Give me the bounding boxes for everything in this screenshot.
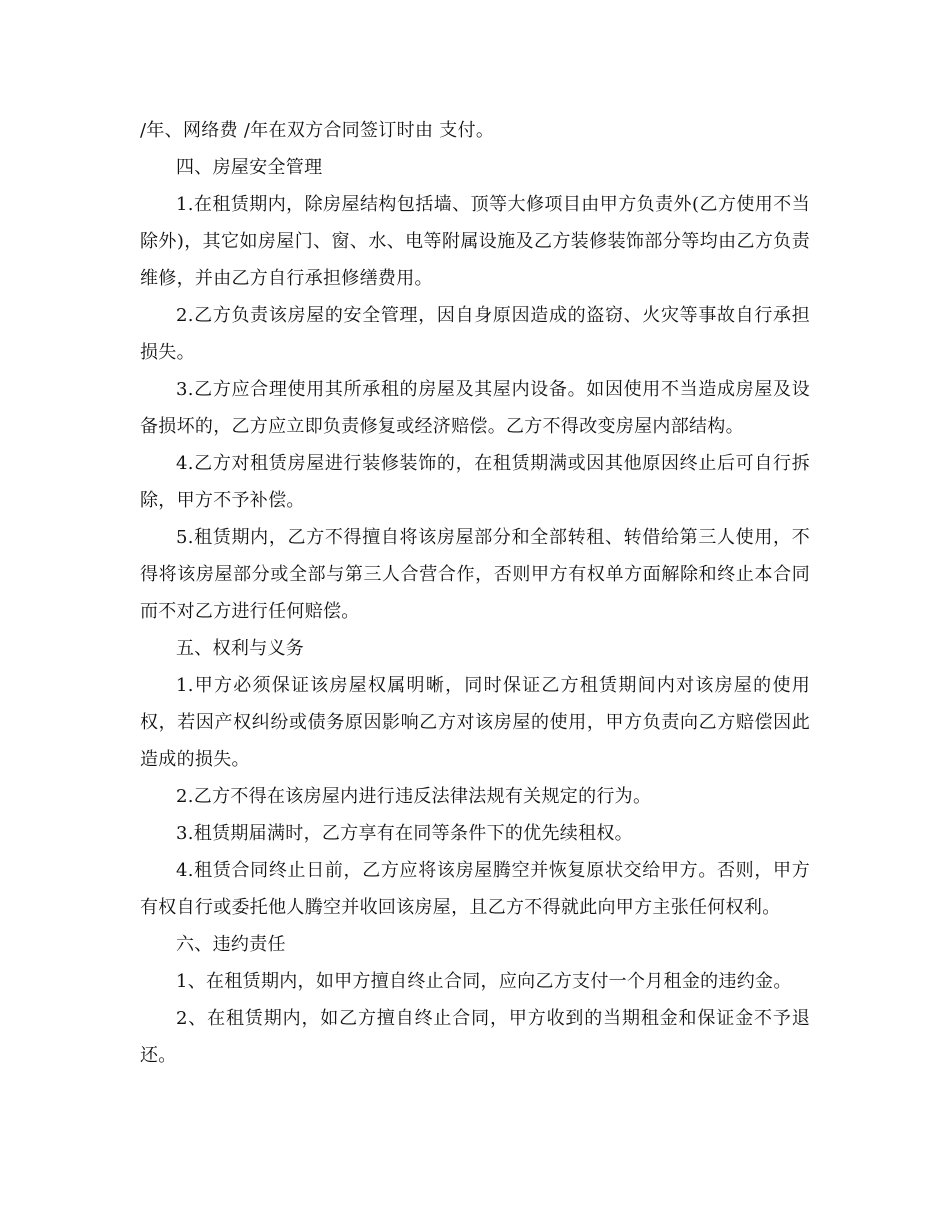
document-body <box>140 112 810 1074</box>
paragraph-rights-2: 2.乙方不得在该房屋内进行违反法律法规有关规定的行为。 <box>176 786 652 807</box>
paragraph-rights-4: 4.租赁合同终止日前，乙方应将该房屋腾空并恢复原状交给甲方。否则，甲方有权自行或委托他人腾空并收回该房屋，且乙方不得就此向甲方主张任何权利。 <box>140 860 810 918</box>
paragraph-safety-2: 2.乙方负责该房屋的安全管理，因自身原因造成的盗窃、火灾等事故自行承担损失。 <box>140 305 810 363</box>
section-heading-breach-liability: 六、违约责任 <box>176 934 286 955</box>
paragraph-breach-1: 1、在租赁期内，如甲方擅自终止合同，应向乙方支付一个月租金的违约金。 <box>176 971 792 992</box>
paragraph-fee-payment: /年、网络费 /年在双方合同签订时由 支付。 <box>140 120 495 141</box>
paragraph-safety-4: 4.乙方对租赁房屋进行装修装饰的，在租赁期满或因其他原因终止后可自行拆除，甲方不予补偿。 <box>140 453 810 511</box>
paragraph-safety-1: 1.在租赁期内，除房屋结构包括墙、顶等大修项目由甲方负责外(乙方使用不当除外)，其它如房屋门、窗、水、电等附属设施及乙方装修装饰部分等均由乙方负责维修，并由乙方自行承担修缮费用。 <box>140 194 810 289</box>
paragraph-rights-1: 1.甲方必须保证该房屋权属明晰，同时保证乙方租赁期间内对该房屋的使用权，若因产权纠纷或债务原因影响乙方对该房屋的使用，甲方负责向乙方赔偿因此造成的损失。 <box>140 675 810 770</box>
section-heading-rights-obligations: 五、权利与义务 <box>176 638 305 659</box>
paragraph-safety-5: 5.租赁期内，乙方不得擅自将该房屋部分和全部转租、转借给第三人使用，不得将该房屋部分或全部与第三人合营合作，否则甲方有权单方面解除和终止本合同而不对乙方进行任何赔偿。 <box>140 527 810 622</box>
paragraph-safety-3: 3.乙方应合理使用其所承租的房屋及其屋内设备。如因使用不当造成房屋及设备损坏的，乙方应立即负责修复或经济赔偿。乙方不得改变房屋内部结构。 <box>140 379 810 437</box>
paragraph-rights-3: 3.租赁期届满时，乙方享有在同等条件下的优先续租权。 <box>176 823 633 844</box>
section-heading-house-safety: 四、房屋安全管理 <box>176 157 323 178</box>
paragraph-breach-2: 2、在租赁期内，如乙方擅自终止合同，甲方收到的当期租金和保证金不予退还。 <box>140 1008 810 1066</box>
